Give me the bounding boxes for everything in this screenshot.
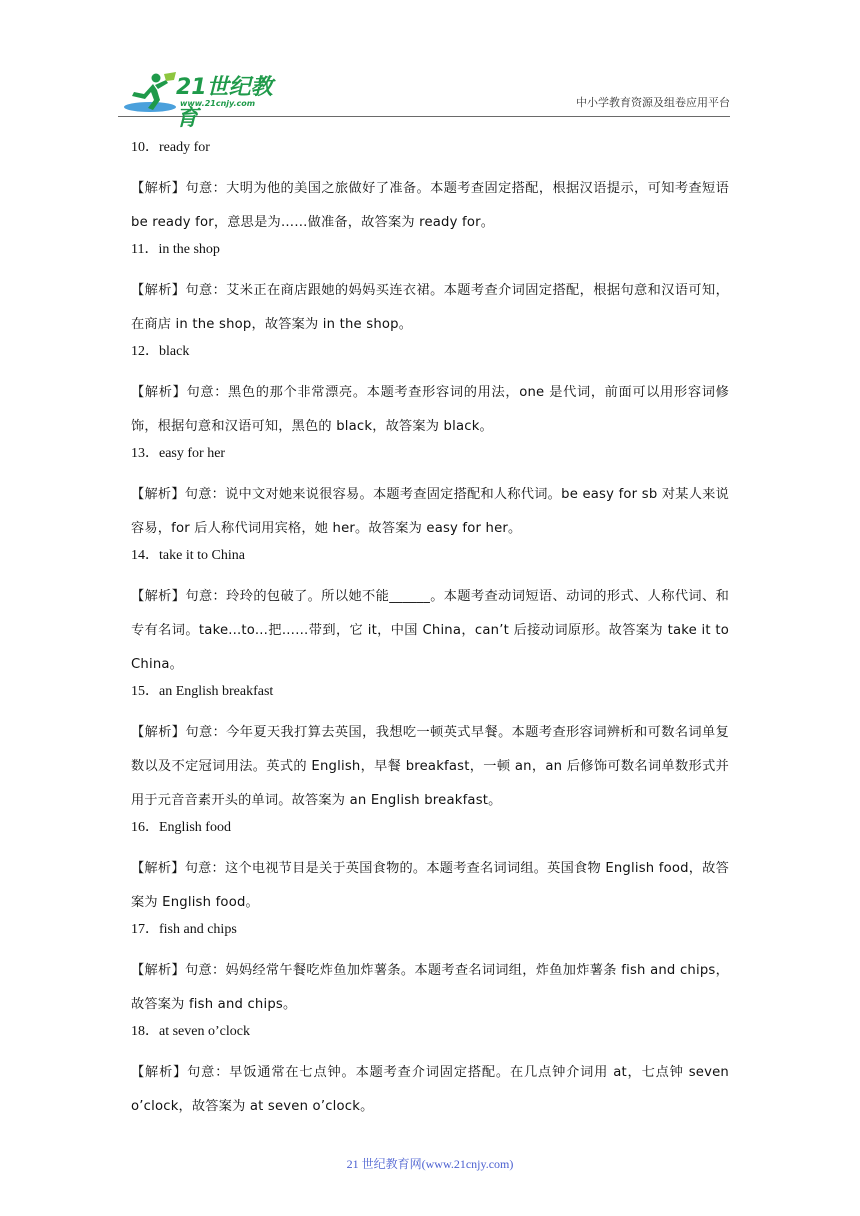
answer-explanation: 【解析】句意：说中文对她来说很容易。本题考查固定搭配和人称代词。be easy for sb 对某人来说容易，for 后人称代词用宾格，她 her。故答案为 easy for her。 [131,487,729,536]
runner-logo-icon [120,70,180,114]
answer-item [131,444,729,546]
header-tagline: 中小学教育资源及组卷应用平台 [576,96,730,109]
answer-title: 17．fish and chips [131,922,237,937]
answer-list [131,138,729,1124]
answer-explanation: 【解析】句意：玲玲的包破了。所以她不能______。本题考查动词短语、动词的形式、人称代词、和专有名词。take...to...把……带到，它 it，中国 China，can’t 后接动词原形。故答案为 take it to China。 [131,589,729,672]
answer-item [131,240,729,342]
answer-explanation: 【解析】句意：黑色的那个非常漂亮。本题考查形容词的用法，one 是代词，前面可以用形容词修饰，根据句意和汉语可知，黑色的 black，故答案为 black。 [131,385,729,434]
answer-explanation: 【解析】句意：大明为他的美国之旅做好了准备。本题考查固定搭配，根据汉语提示，可知考查短语 be ready for，意思是为……做准备，故答案为 ready for。 [131,181,729,230]
logo [120,70,290,131]
answer-explanation: 【解析】句意：这个电视节目是关于英国食物的。本题考查名词词组。英国食物 English food，故答案为 English food。 [131,861,729,910]
logo-url: www.21cnjy.com [180,99,256,108]
answer-explanation: 【解析】句意：艾米正在商店跟她的妈妈买连衣裙。本题考查介词固定搭配，根据句意和汉语可知，在商店 in the shop，故答案为 in the shop。 [131,283,729,332]
page-header [118,66,730,131]
answer-item [131,920,729,1022]
answer-title: 15．an English breakfast [131,684,274,699]
answer-title: 13．easy for her [131,446,226,461]
logo-text: 21世纪教育 [176,75,273,131]
answer-title: 16．English food [131,820,231,835]
answer-item [131,138,729,240]
answer-title: 12．black [131,344,190,359]
answer-item [131,1022,729,1124]
answer-title: 11．in the shop [131,242,220,257]
answer-item [131,546,729,682]
answer-item [131,818,729,920]
answer-explanation: 【解析】句意：早饭通常在七点钟。本题考查介词固定搭配。在几点钟介词用 at，七点钟 seven o’clock，故答案为 at seven o’clock。 [131,1065,729,1114]
answer-title: 18．at seven o’clock [131,1024,250,1039]
answer-item [131,682,729,818]
answer-title: 10．ready for [131,140,210,155]
answer-item [131,342,729,444]
page-footer[interactable]: 21 世纪教育网(www.21cnjy.com) [346,1157,514,1171]
answer-title: 14．take it to China [131,548,245,563]
answer-explanation: 【解析】句意：妈妈经常午餐吃炸鱼加炸薯条。本题考查名词词组，炸鱼加炸薯条 fish and chips，故答案为 fish and chips。 [131,963,729,1012]
answer-explanation: 【解析】句意：今年夏天我打算去英国，我想吃一顿英式早餐。本题考查形容词辨析和可数名词单复数以及不定冠词用法。英式的 English，早餐 breakfast，一顿 an，an 后修饰可数名词单数形式并用于元音音素开头的单词。故答案为 an English breakfast。 [131,725,729,808]
